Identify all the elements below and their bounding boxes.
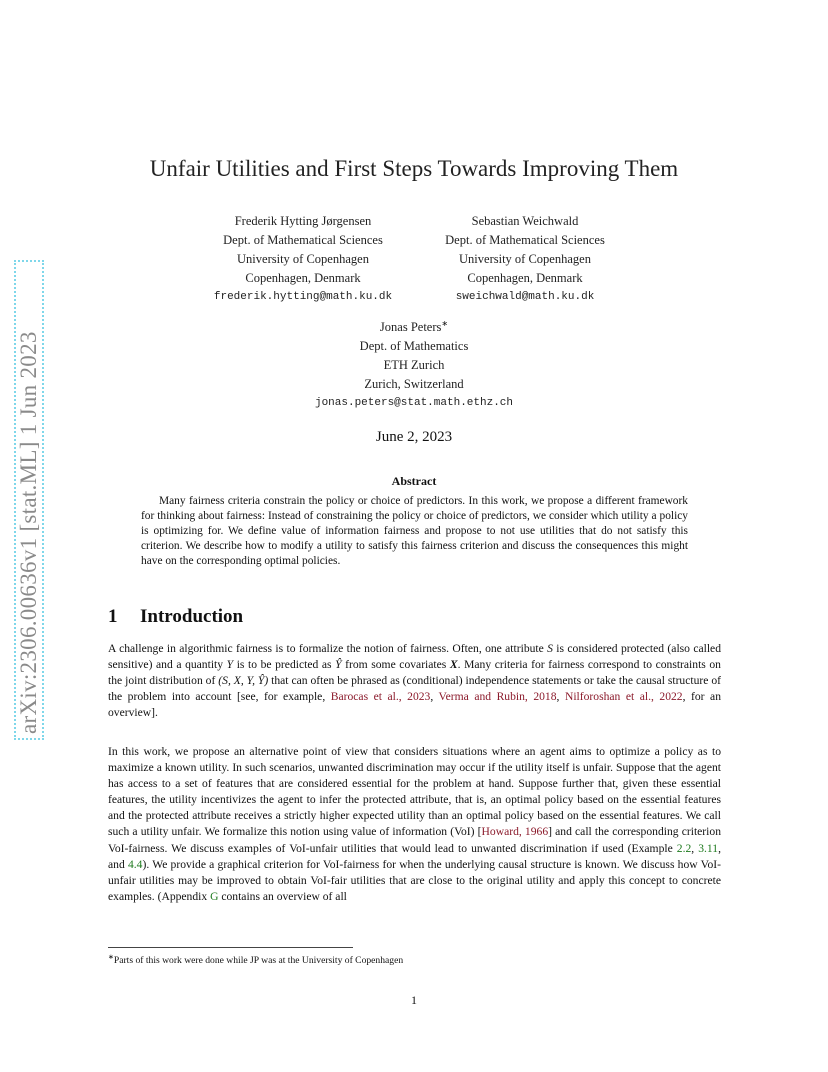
- text-run: is considered protected (also called sensitive) and a quantity: [108, 642, 721, 672]
- text-run: , and: [108, 841, 721, 871]
- citation-link[interactable]: Barocas et al., 2023: [330, 690, 431, 704]
- text-run: . Many criteria for fairness correspond to constraints on the joint distribution of: [108, 658, 721, 688]
- author-institution: University of Copenhagen: [237, 252, 369, 266]
- text-run: In this work, we propose an alternative point of view that considers situations where an agent aims to optimize a policy as to maximize a known utility. In such scenarios, unwanted discrimination may occur if the utility itself is unfair. Suppose that the agent has access to a set of features that are considered essential for the problem at hand. Suppose further that, given these essential features, the utility incentivizes the agent to infer the protected attribute, that is, an optimal policy based on the essential features and the protected attribute receives a strictly higher expected utility than an optimal policy based on the essential features. We call such a utility unfair. We formalize this notion using value of information (VoI) [: [108, 745, 721, 839]
- section-title: Introduction: [140, 606, 244, 627]
- author-email[interactable]: jonas.peters@stat.math.ethz.ch: [314, 397, 514, 410]
- footnote-divider: [108, 947, 353, 948]
- author-institution: ETH Zurich: [383, 358, 445, 373]
- intro-paragraph-1: [108, 641, 721, 721]
- author-name: Jonas Peters: [379, 320, 442, 335]
- author-email[interactable]: sweichwald@math.ku.dk: [455, 291, 595, 303]
- section-number: 1: [108, 606, 118, 627]
- text-run: is to be predicted as: [233, 658, 336, 672]
- text-run: that can often be phrased as (conditional) independence statements or take the causal structure of the problem into account [see, for example,: [108, 674, 721, 704]
- footnote-text: Parts of this work were done while JP was at the University of Copenhagen: [113, 955, 404, 967]
- text-run: ,: [691, 841, 699, 855]
- author-name: Sebastian Weichwald: [471, 214, 579, 228]
- cross-reference-link[interactable]: 3.11: [698, 841, 719, 855]
- page-number: 1: [411, 993, 417, 1007]
- footnote-marker[interactable]: ∗: [441, 319, 449, 328]
- section-heading: [108, 606, 243, 628]
- text-run: , for an overview].: [108, 690, 721, 720]
- abstract-text: Many fairness criteria constrain the policy or choice of predictors. In this work, we propose a different framework for thinking about fairness: Instead of constraining the policy or choice of predictors, we consider which utility a policy is optimizing for. We define value of information fairness and propose to not use utilities that do not satisfy this criterion. We describe how to modify a utility to satisfy this fairness criterion and discuss the consequences this might have on the corresponding optimal policies.: [141, 495, 688, 568]
- text-run: ,: [430, 690, 439, 704]
- author-location: Copenhagen, Denmark: [467, 271, 583, 285]
- text-run: contains an overview of all: [218, 889, 347, 903]
- math-var: Ŷ: [335, 658, 342, 672]
- author-location: Zurich, Switzerland: [364, 377, 464, 392]
- author-name-line: [294, 314, 534, 337]
- cross-reference-link[interactable]: 2.2: [676, 841, 692, 855]
- intro-paragraph-2: [108, 744, 721, 905]
- author-dept: Dept. of Mathematical Sciences: [223, 233, 383, 247]
- citation-link[interactable]: Nilforoshan et al., 2022: [564, 690, 683, 704]
- abstract-heading: Abstract: [391, 474, 437, 488]
- author-dept: Dept. of Mathematical Sciences: [445, 233, 605, 247]
- cross-reference-link[interactable]: G: [210, 889, 219, 903]
- paper-title: Unfair Utilities and First Steps Towards Improving Them: [149, 156, 679, 181]
- paper-date: June 2, 2023: [375, 429, 453, 445]
- author-block-1: [193, 212, 413, 307]
- text-run: ] and call the corresponding criterion VoI-fairness. We discuss examples of VoI-unfair utilities that would lead to unwanted discrimination if used (Example: [108, 825, 721, 855]
- author-institution: University of Copenhagen: [459, 252, 591, 266]
- citation-link[interactable]: Howard, 1966: [481, 825, 549, 839]
- footnote: [108, 953, 403, 966]
- math-var: S: [547, 642, 553, 655]
- text-run: A challenge in algorithmic fairness is to formalize the notion of fairness. Often, one attribute: [108, 642, 548, 655]
- author-block-3: [294, 314, 534, 413]
- text-run: from some covariates: [341, 658, 450, 672]
- cross-reference-link[interactable]: 4.4: [127, 857, 143, 871]
- author-dept: Dept. of Mathematics: [359, 339, 469, 354]
- author-block-2: [425, 212, 625, 307]
- author-email[interactable]: frederik.hytting@math.ku.dk: [213, 291, 393, 303]
- math-var: Y: [226, 658, 234, 672]
- text-run: ). We provide a graphical criterion for VoI-fairness for when the underlying causal structure is known. We discuss how VoI-unfair utilities may be improved to obtain VoI-fair utilities that are close to the original utility and apply this concept to concrete examples. (Appendix: [108, 857, 721, 903]
- citation-link[interactable]: Verma and Rubin, 2018: [438, 690, 557, 704]
- math-var: X: [449, 658, 458, 672]
- footnote-mark: ∗: [108, 953, 114, 961]
- arxiv-identifier-stamp: arXiv:2306.00636v1 [stat.ML] 1 Jun 2023: [14, 260, 44, 740]
- math-expression: (S, X, Y, Ŷ): [218, 674, 269, 688]
- text-run: ,: [556, 690, 565, 704]
- author-name: Frederik Hytting Jørgensen: [234, 214, 372, 228]
- author-location: Copenhagen, Denmark: [245, 271, 361, 285]
